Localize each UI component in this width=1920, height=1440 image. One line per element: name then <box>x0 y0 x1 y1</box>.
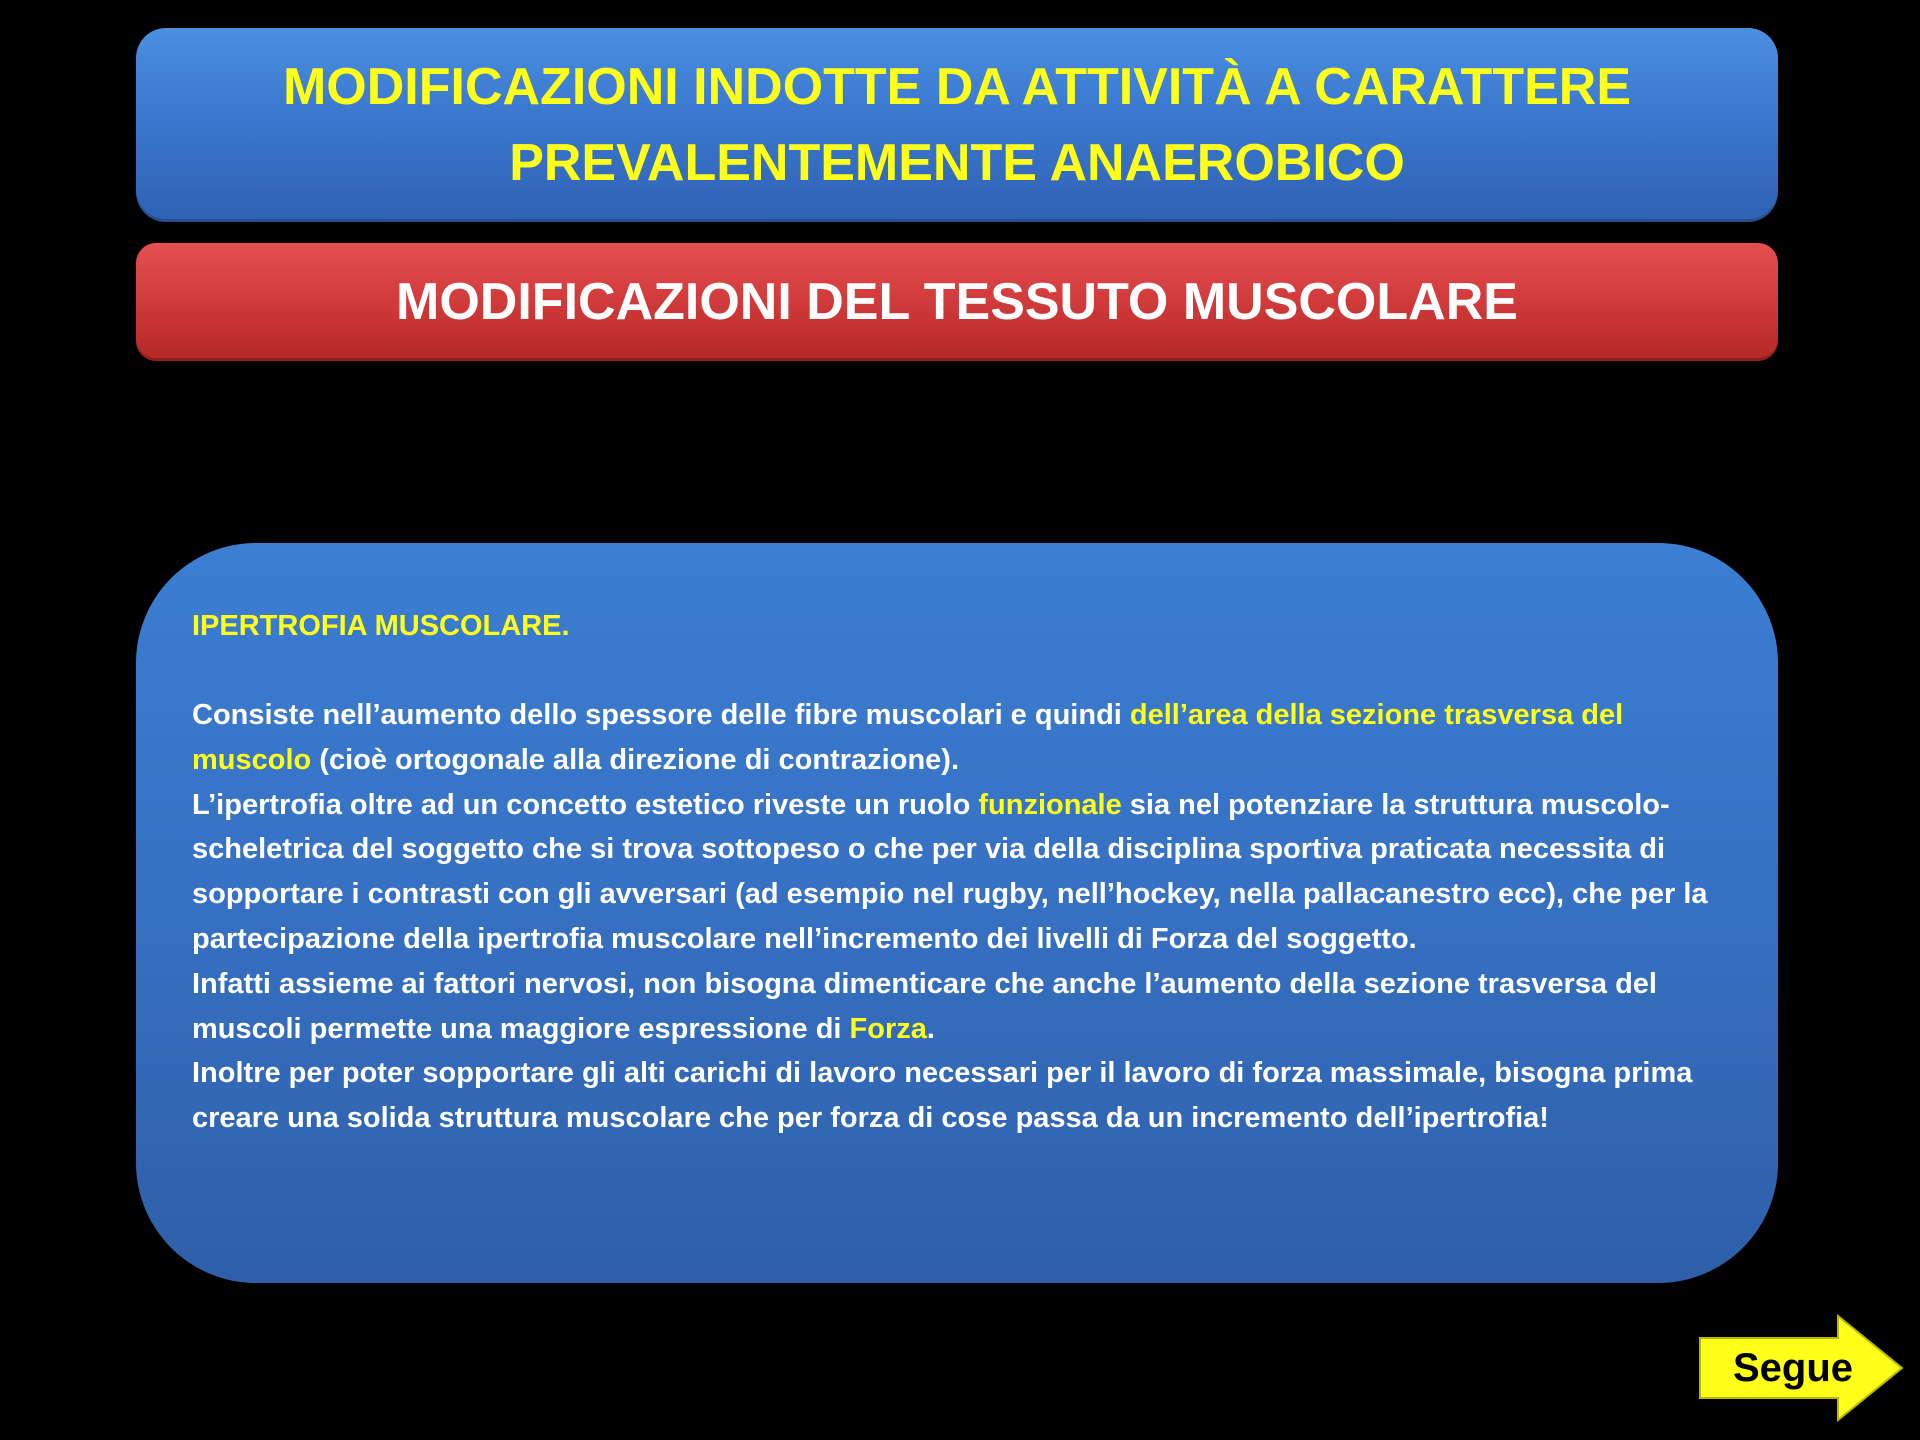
paragraph-3-highlight: Forza <box>849 1012 927 1045</box>
slide-title-line-1: MODIFICAZIONI INDOTTE DA ATTIVITÀ A CARATTERE <box>282 58 1632 116</box>
paragraph-2-text-a: L’ipertrofia oltre ad un concetto estetico riveste un ruolo <box>192 788 979 821</box>
paragraph-2 <box>192 783 1728 962</box>
next-slide-label: Segue <box>1732 1345 1854 1390</box>
paragraph-3-text-a: Infatti assieme ai fattori nervosi, non bisogna dimenticare che anche l’aumento della sezione trasversa del muscoli permette una maggiore espressione di <box>192 967 1657 1045</box>
slide-title <box>283 49 1631 201</box>
slide-title-box <box>136 28 1778 222</box>
paragraph-1 <box>192 693 1728 783</box>
section-title: MODIFICAZIONI DEL TESSUTO MUSCOLARE <box>396 273 1518 331</box>
paragraph-2-highlight: funzionale <box>978 788 1122 821</box>
paragraph-1-text-a: Consiste nell’aumento dello spessore delle fibre muscolari e quindi <box>192 699 1130 731</box>
content-heading: IPERTROFIA MUSCOLARE. <box>192 610 570 642</box>
paragraph-4: Inoltre per poter sopportare gli alti carichi di lavoro necessari per il lavoro di forza massimale, bisogna prima creare una solida struttura muscolare che per forza di cose passa da un incremento dell’ipertrofia! <box>192 1057 1693 1135</box>
next-slide-button[interactable] <box>1698 1314 1904 1422</box>
section-title-box <box>136 243 1778 361</box>
paragraph-3-text-b: . <box>926 1012 935 1045</box>
paragraph-2-text-b: sia nel potenziare la struttura muscolo-scheletrica del soggetto che si trova sottopeso o che per via della disciplina sportiva praticata necessita di sopportare i contrasti con gli avversari (ad esempio nel rugby, nell’hockey, nella pallacanestro ecc), che per la partecipazione della ipertrofia muscolare nell’incremento dei livelli di Forza del soggetto. <box>192 788 1708 955</box>
paragraph-1-highlight: dell’area della sezione trasversa del muscolo <box>192 699 1624 776</box>
paragraph-1-text-b: (cioè ortogonale alla direzione di contrazione). <box>311 743 960 776</box>
paragraph-3 <box>192 962 1728 1052</box>
content-panel <box>136 543 1778 1283</box>
slide-title-line-2: PREVALENTEMENTE ANAEROBICO <box>509 134 1405 192</box>
